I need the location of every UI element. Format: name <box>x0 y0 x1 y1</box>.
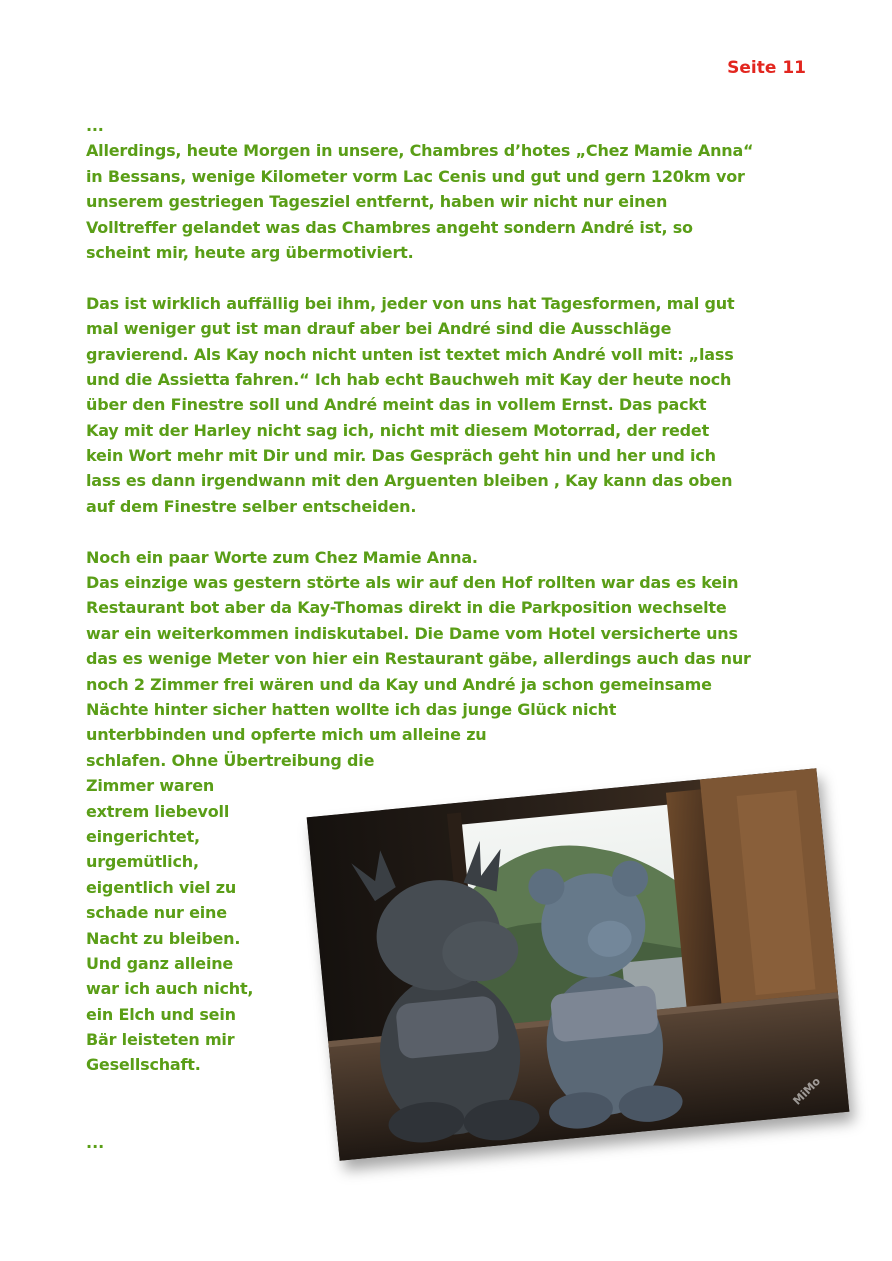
text-line: auf dem Finestre selber entscheiden. <box>86 496 417 516</box>
text-line: mal weniger gut ist man drauf aber bei André sind die Ausschläge <box>86 319 672 339</box>
text-line: Nächte hinter sicher hatten wollte ich das junge Glück nicht <box>86 699 617 719</box>
text-line: schlafen. Ohne Übertreibung die <box>86 750 375 770</box>
text-line: schade nur eine <box>86 903 227 923</box>
text-line: ein Elch und sein <box>86 1004 236 1024</box>
paragraph-1 <box>86 138 816 265</box>
text-line: Nacht zu bleiben. <box>86 928 241 948</box>
text-line: war ich auch nicht, <box>86 979 254 999</box>
ellipsis-top: ... <box>86 116 104 135</box>
ellipsis-bottom: ... <box>86 1133 105 1152</box>
text-line: kein Wort mehr mit Dir und mir. Das Gespräch geht hin und her und ich <box>86 446 716 466</box>
text-line: eingerichtet, <box>86 826 200 846</box>
page-number: Seite 11 <box>727 58 806 78</box>
text-line: noch 2 Zimmer frei wären und da Kay und André ja schon gemeinsame <box>86 674 712 694</box>
text-line: Bär leisteten mir <box>86 1030 235 1050</box>
text-line: über den Finestre soll und André meint das in vollem Ernst. Das packt <box>86 395 707 415</box>
text-line: lass es dann irgendwann mit den Arguenten bleiben , Kay kann das oben <box>86 471 733 491</box>
text-line: Das ist wirklich auffällig bei ihm, jeder von uns hat Tagesformen, mal gut <box>86 293 735 313</box>
text-line: Zimmer waren <box>86 776 215 796</box>
text-line: eigentlich viel zu <box>86 877 237 897</box>
text-line: Noch ein paar Worte zum Chez Mamie Anna. <box>86 547 478 567</box>
text-line: war ein weiterkommen indiskutabel. Die Dame vom Hotel versicherte uns <box>86 623 738 643</box>
text-line: urgemütlich, <box>86 852 199 872</box>
text-line: in Bessans, wenige Kilometer vorm Lac Cenis und gut und gern 120km vor <box>86 166 745 186</box>
text-line: Das einzige was gestern störte als wir auf den Hof rollten war das es kein <box>86 573 739 593</box>
text-line: Und ganz alleine <box>86 953 234 973</box>
paragraph-2 <box>86 291 816 520</box>
text-line: und die Assietta fahren.“ Ich hab echt Bauchweh mit Kay der heute noch <box>86 369 732 389</box>
photo-watermark: MiMo <box>790 1074 823 1108</box>
text-line: unserem gestriegen Tagesziel entfernt, haben wir nicht nur einen <box>86 192 668 212</box>
text-line: Gesellschaft. <box>86 1055 201 1075</box>
text-line: Allerdings, heute Morgen in unsere, Chambres d’hotes „Chez Mamie Anna“ <box>86 141 754 161</box>
photo-illustration <box>307 768 850 1160</box>
text-line: Restaurant bot aber da Kay-Thomas direkt in die Parkposition wechselte <box>86 598 727 618</box>
text-line: Kay mit der Harley nicht sag ich, nicht mit diesem Motorrad, der redet <box>86 420 710 440</box>
text-line: unterbbinden und opferte mich um alleine zu <box>86 725 487 745</box>
text-line: scheint mir, heute arg übermotiviert. <box>86 242 414 262</box>
photo-moose-and-bear-plush <box>307 768 850 1160</box>
text-line: extrem liebevoll <box>86 801 230 821</box>
text-line: das es wenige Meter von hier ein Restaurant gäbe, allerdings auch das nur <box>86 649 751 669</box>
text-line: Volltreffer gelandet was das Chambres angeht sondern André ist, so <box>86 217 693 237</box>
text-line: gravierend. Als Kay noch nicht unten ist textet mich André voll mit: „lass <box>86 344 734 364</box>
